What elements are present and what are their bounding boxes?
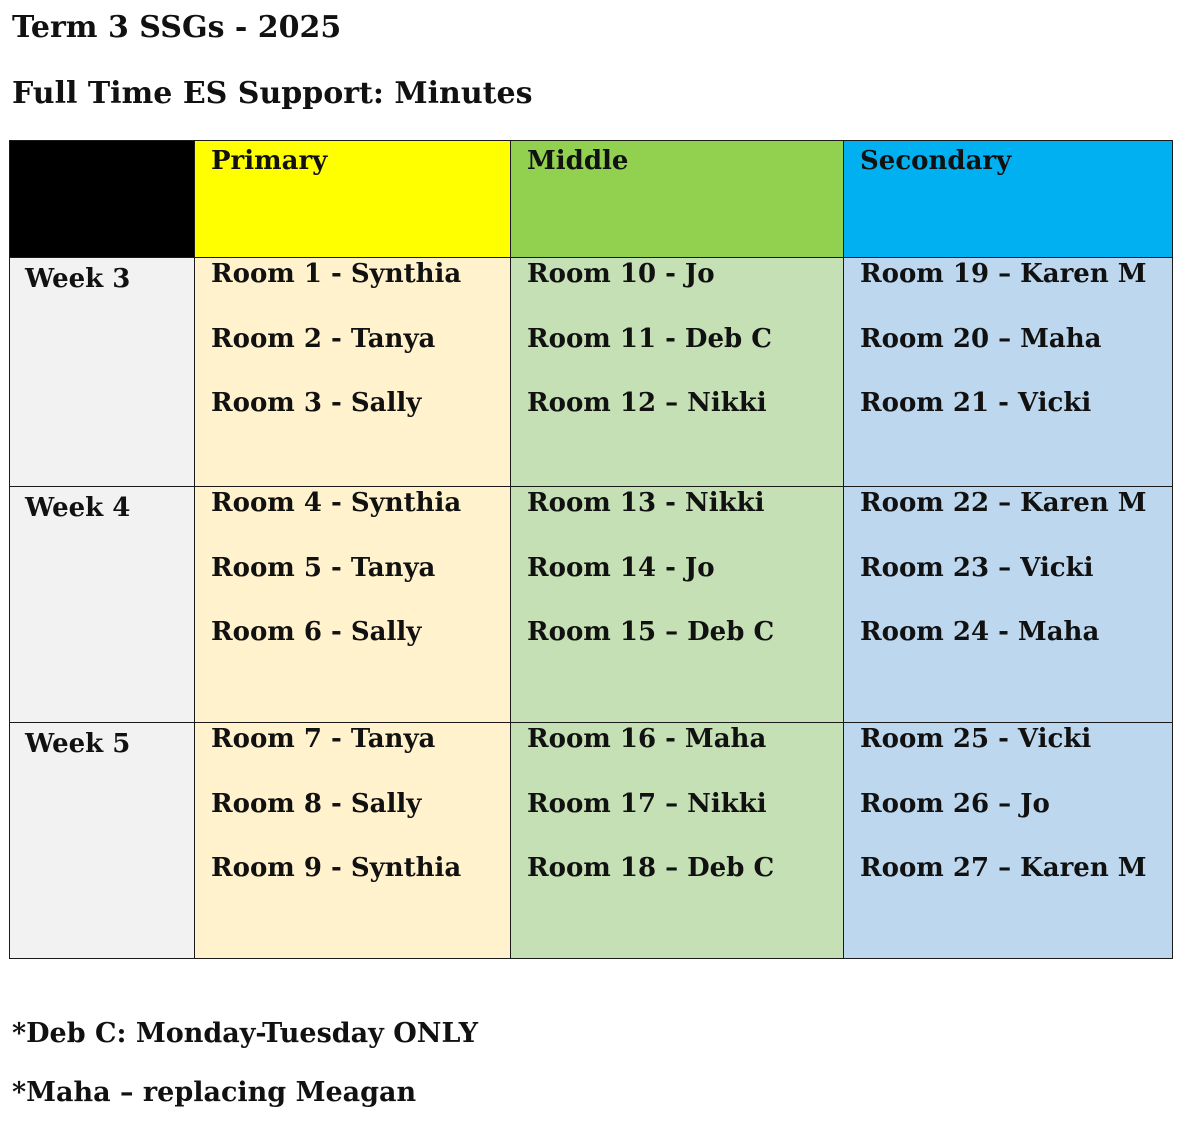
room-assignment: Room 17 – Nikki	[527, 788, 767, 819]
secondary-cell	[844, 723, 1173, 959]
room-assignment: Room 15 – Deb C	[527, 617, 775, 647]
room-assignment: Room 8 - Sally	[211, 788, 422, 819]
week-label: Week 4	[25, 493, 131, 523]
room-assignment: Room 7 - Tanya	[211, 724, 436, 754]
primary-cell	[195, 258, 511, 487]
header-primary-label: Primary	[211, 146, 328, 176]
week-label: Week 5	[25, 729, 131, 759]
room-assignment: Room 25 - Vicki	[860, 724, 1092, 754]
room-assignment: Room 2 - Tanya	[211, 323, 436, 354]
document-subtitle: Full Time ES Support: Minutes	[12, 76, 533, 111]
room-assignment: Room 23 – Vicki	[860, 552, 1094, 583]
room-assignment: Room 5 - Tanya	[211, 552, 436, 583]
primary-cell	[195, 487, 511, 723]
week-label: Week 3	[25, 264, 131, 294]
primary-cell	[195, 723, 511, 959]
room-assignment: Room 14 - Jo	[527, 552, 715, 583]
document-title: Term 3 SSGs - 2025	[12, 10, 342, 45]
secondary-cell	[844, 258, 1173, 487]
room-assignment: Room 9 - Synthia	[211, 853, 462, 883]
week-cell	[10, 487, 195, 723]
header-middle-label: Middle	[527, 146, 629, 176]
room-assignment: Room 19 – Karen M	[860, 259, 1147, 289]
note-maha: *Maha – replacing Meagan	[12, 1077, 417, 1108]
room-assignment: Room 13 - Nikki	[527, 488, 765, 518]
room-assignment: Room 6 - Sally	[211, 617, 422, 647]
room-assignment: Room 12 – Nikki	[527, 388, 767, 418]
room-assignment: Room 21 - Vicki	[860, 388, 1092, 418]
week-cell	[10, 258, 195, 487]
room-assignment: Room 20 – Maha	[860, 323, 1102, 354]
room-assignment: Room 18 – Deb C	[527, 853, 775, 883]
table-header-row	[10, 141, 1173, 258]
header-secondary	[844, 141, 1173, 258]
room-assignment: Room 26 – Jo	[860, 788, 1050, 819]
header-secondary-label: Secondary	[860, 146, 1012, 176]
room-assignment: Room 4 - Synthia	[211, 488, 462, 518]
table-row	[10, 487, 1173, 723]
header-middle	[511, 141, 844, 258]
room-assignment: Room 10 - Jo	[527, 259, 715, 289]
middle-cell	[511, 487, 844, 723]
middle-cell	[511, 723, 844, 959]
room-assignment: Room 22 – Karen M	[860, 488, 1147, 518]
room-assignment: Room 16 - Maha	[527, 724, 767, 754]
room-assignment: Room 11 - Deb C	[527, 323, 772, 354]
table-row	[10, 258, 1173, 487]
secondary-cell	[844, 487, 1173, 723]
room-assignment: Room 1 - Synthia	[211, 259, 462, 289]
schedule-table	[9, 140, 1173, 959]
week-cell	[10, 723, 195, 959]
middle-cell	[511, 258, 844, 487]
table-row	[10, 723, 1173, 959]
room-assignment: Room 24 - Maha	[860, 617, 1100, 647]
note-deb-c: *Deb C: Monday-Tuesday ONLY	[12, 1018, 478, 1049]
room-assignment: Room 3 - Sally	[211, 388, 422, 418]
room-assignment: Room 27 – Karen M	[860, 853, 1147, 883]
header-primary	[195, 141, 511, 258]
header-corner-cell	[10, 141, 195, 258]
